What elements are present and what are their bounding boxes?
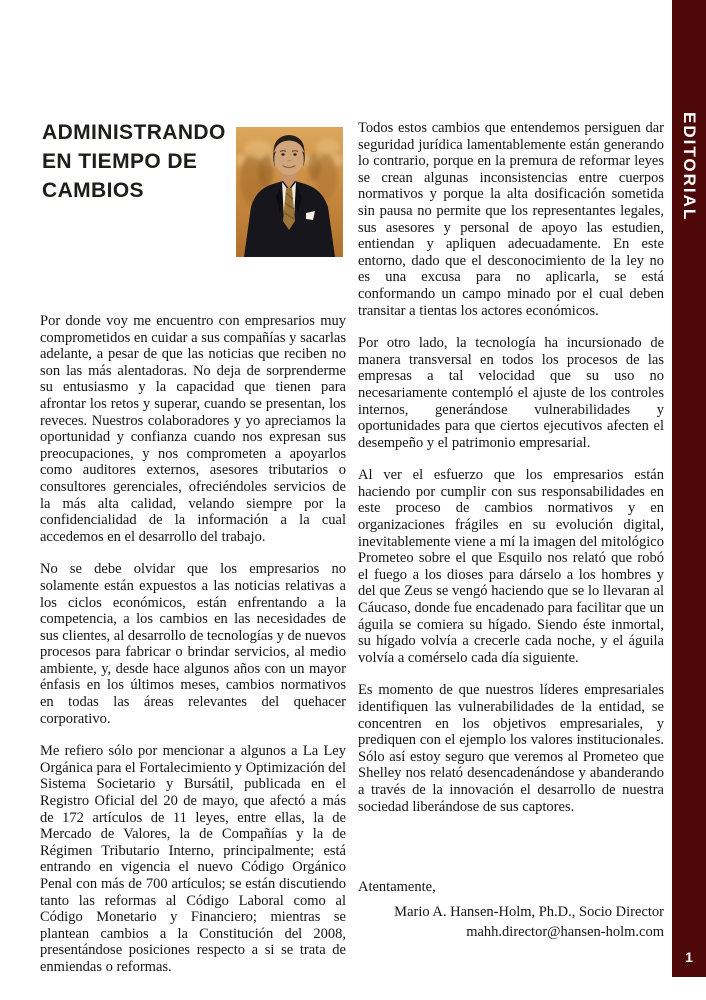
author-portrait-illustration [236, 127, 343, 257]
signature-email: mahh.director@hansen-holm.com [466, 923, 664, 940]
paragraph-left-1: Por donde voy me encuentro con empresarios muy comprometidos en cuidar a sus compañías y sacarlas adelante, a pesar de que las noticias que reciben no son las más alentadoras. No deja de sorprenderme su entusiasmo y la capacidad que tienen para afrontar los retos y superar, cuando se presentan, los reveces. Nuestros colaboradores y yo apreciamos la oportunidad y confianza cuando nos expresan sus preocupaciones, y nos comprometen a apoyarlos como auditores externos, asesores tributarios o consultores gerenciales, ofreciéndoles servicios de la más alta calidad, velando siempre por la confidencialidad de la información a la cual accedemos en el desarrollo del trabajo. [40, 313, 346, 545]
signature-closing: Atentamente, [358, 879, 436, 896]
paragraph-right-3: Al ver el esfuerzo que los empresarios están haciendo por cumplir con sus responsabilidades en este proceso de cambios normativos y en organizaciones frágiles en su evolución digital, inevitablemente viene a mí la imagen del mitológico Prometeo sobre el que Esquilo nos relató que robó el fuego a los dioses para dárselo a los hombres y del que Zeus se vengó haciendo que se lo llevaran al Cáucaso, donde fue encadenado para facilitar que un águila se comiera su hígado. Siendo éste inmortal, su hígado volvía a crecerle cada noche, y el águila volvía a comérselo cada día siguiente. [358, 467, 664, 666]
paragraph-left-2: No se debe olvidar que los empresarios no solamente están expuestos a las noticias relativas a los ciclos económicos, están enfrentando a la competencia, a los cambios en las necesidades de sus clientes, al desarrollo de tecnologías y de nuevos procesos para fabricar o brindar servicios, al medio ambiente, y, desde hace algunos años con un mayor énfasis en los últimos meses, cambios normativos en todas las áreas relevantes del quehacer corporativo. [40, 561, 346, 727]
author-portrait-photo [236, 127, 343, 257]
paragraph-right-1: Todos estos cambios que entendemos persiguen dar seguridad jurídica lamentablemente están generando lo contrario, porque en la premura de reformar leyes se crean algunas inconsistencias entre cuerpos normativos y porque la alta dosificación sometida sin pausa no permite que los representantes legales, sus asesores y personal de apoyo las estudien, entiendan y apliquen adecuadamente. En este entorno, dado que el desconocimiento de la ley no es una excusa para no aplicarla, se está conformando un campo minado por el cual deben transitar a tientas los actores económicos. [358, 120, 664, 319]
sidebar-editorial-label: EDITORIAL [680, 112, 699, 222]
paragraph-right-2: Por otro lado, la tecnología ha incursionado de manera transversal en todos los procesos de las empresas a tal velocidad que su uso no necesariamente contempló el ajuste de los controles internos, generándose vulnerabilidades y oportunidades para que ciertos ejecutivos afecten el desempeño y el patrimonio empresarial. [358, 335, 664, 451]
page-title-line-1: ADMINISTRANDO [42, 121, 226, 144]
editorial-sidebar [672, 0, 706, 977]
page-title-line-2: EN TIEMPO DE [42, 150, 198, 173]
right-column [358, 120, 664, 942]
left-column [40, 313, 346, 992]
signature-block [358, 902, 664, 942]
paragraph-left-3: Me refiero sólo por mencionar a algunos a La Ley Orgánica para el Fortalecimiento y Optimización del Sistema Societario y Bursátil, publicada en el Registro Oficial del 20 de mayo, que afectó a más de 172 artículos de 11 leyes, entre ellas, la de Mercado de Valores, la de Compañías y la de Régimen Tributario Interno, principalmente; está entrando en vigencia el nuevo Código Orgánico Penal con más de 700 artículos; se están discutiendo tanto las reformas al Código Laboral como al Código Monetario y Financiero; mientras se plantean cambios a la Constitución del 2008, presentándose posiciones respecto a si se trata de enmiendas o reformas. [40, 743, 346, 975]
signature-name: Mario A. Hansen-Holm, Ph.D., Socio Director [394, 903, 664, 920]
paragraph-right-4: Es momento de que nuestros líderes empresariales identifiquen las vulnerabilidades de la entidad, se concentren en los objetivos empresariales, y prediquen con el ejemplo los valores institucionales. Sólo así estoy seguro que veremos al Prometeo que Shelley nos relató desencadenándose y abanderando a través de la innovación el desarrollo de nuestra sociedad liberándose de sus captores. [358, 682, 664, 815]
page-title [42, 118, 226, 205]
page-title-line-3: CAMBIOS [42, 179, 144, 202]
page-number: 1 [685, 949, 693, 965]
